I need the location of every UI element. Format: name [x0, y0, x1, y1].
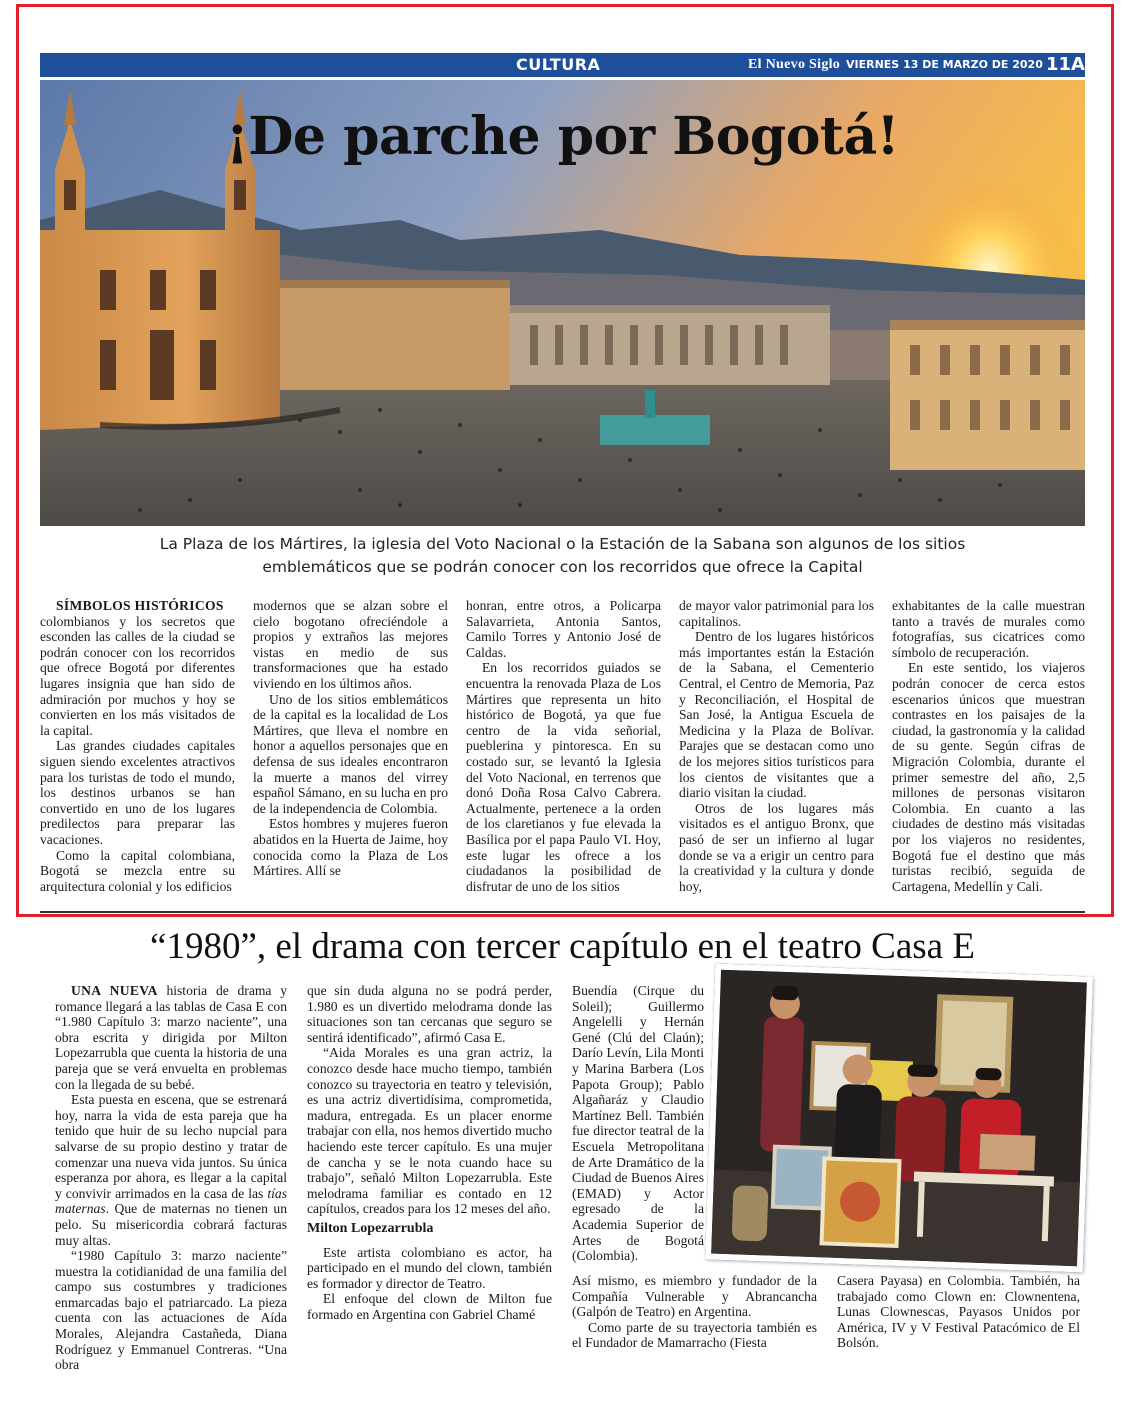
article-column-4: [679, 598, 874, 894]
article-paragraph: Este artista colombiano es actor, ha participado en el mundo del clown, también es formador y director de Teatro.: [307, 1244, 552, 1291]
article-paragraph: colombianos y los secretos que esconden las calles de la ciudad se podrán conocer con los recorridos que ofrece Bogotá por diferentes lugares insignia que han sido de admiración por muchos y hoy se convierten en los más visitados de la capital.: [40, 613, 235, 738]
second-headline: “1980”, el drama con tercer capítulo en el teatro Casa E: [150, 926, 975, 967]
photo-caption: [60, 533, 1065, 579]
newspaper-name: El Nuevo Siglo: [748, 57, 841, 72]
article-column-2: [253, 598, 448, 879]
section-header-bar: [40, 53, 1085, 77]
article-paragraph: Buendía (Cirque du Soleil); Guillermo Angelelli y Hernán Gené (Clú del Claún); Darío Levín, Lila Monti y Marina Barbera (Los Papota Group); Pablo Algañaráz y Claudio Martínez Bell. También fue director teatral de la Escuela Metropolitana de Arte Dramático de la Ciudad de Buenos Aires (EMAD) y Actor egresado de la Academia Superior de Artes de Bogotá (Colombia).: [572, 983, 704, 1264]
article-paragraph: . Que de maternas no tienen un pelo. Su misericordia cobrará facturas muy altas.: [55, 1201, 287, 1248]
article-lead-in: UNA NUEVA: [71, 983, 158, 998]
article-emphasis: tías maternas: [55, 1185, 287, 1217]
article-column-4: [837, 1273, 1080, 1351]
section-divider: [40, 911, 1085, 913]
article-paragraph: “1980 Capítulo 3: marzo naciente” muestra la cotidianidad de una familia del campo sus costumbres y tradiciones enmarcadas bajo el patriarcado. La pieza cuenta con las actuaciones de Aída Morales, Alejandra Castañeda, Diana Rodríguez y Emmanuel Contreras. “Una obra: [55, 1248, 287, 1373]
article-paragraph: Esta puesta en escena, que se estrenará hoy, narra la vida de esta pareja que ha tenido que huir de su lecho nupcial para salvarse de su propio destino y tratar de comenzar una nueva vida juntos. Su única esperanza por ahora, es llegar a la capital y convivir arrimados en la casa de las: [55, 1092, 287, 1201]
article-column-3-bottom: [572, 1273, 817, 1351]
article-paragraph: En los recorridos guiados se encuentra la renovada Plaza de Los Mártires que representa un hito histórico de Bogotá, ya que fue centro de la vida señorial, pueblerina y pintoresca. En su costado sur, se levantó la Iglesia del Voto Nacional, en terrenos que donó Doña Rosa Calvo Cabrera. Actualmente, pertenece a la orden de los claretianos y fue elevada la Basílica por el papa Paulo VI. Hoy, este lugar les ofrece a los ciudadanos la posibilidad de disfrutar de uno de los sitios: [466, 660, 661, 894]
caption-line-1: La Plaza de los Mártires, la iglesia del Voto Nacional o la Estación de la Sabana son algunos de los sitios: [159, 535, 966, 553]
article-paragraph: Casera Payasa) en Colombia. También, ha trabajado como Clown en: Clownentena, Lunas Clownescas, Payasos Unidos por América, IV y V Festival Patacómico de El Bolsón.: [837, 1273, 1080, 1351]
article-paragraph: Así mismo, es miembro y fundador de la Compañía Vulnerable y Abrancancha (Galpón de Teatro) en Argentina.: [572, 1273, 817, 1320]
article-paragraph: Dentro de los lugares históricos más importantes están la Estación de la Sabana, el Cementerio Central, el Centro de Memoria, Paz y Reconciliación, el Hospital de San José, la Antigua Escuela de Medicina y la Plaza de Bolívar. Parajes que se destacan como uno de los mejores sitios turísticos para los cientos de visitantes que a diario visitan la ciudad.: [679, 629, 874, 801]
article-column-3: [572, 983, 704, 1264]
article-paragraph: honran, entre otros, a Policarpa Salavarrieta, Antonia Santos, Camilo Torres y Antonio José de Caldas.: [466, 598, 661, 660]
page-number: 11A: [1046, 54, 1085, 75]
main-headline: ¡De parche por Bogotá!: [226, 106, 899, 167]
caption-line-2: emblemáticos que se podrán conocer con los recorridos que ofrece la Capital: [262, 558, 863, 576]
article-lead-in: SÍMBOLOS HISTÓRICOS: [56, 598, 224, 613]
article-paragraph: El enfoque del clown de Milton fue formado en Argentina con Gabriel Chamé: [307, 1291, 552, 1322]
article-paragraph: Otros de los lugares más visitados es el antiguo Bronx, que pasó de ser un infierno al lugar donde se va a erigir un centro para la creatividad y la cultura y donde hoy,: [679, 800, 874, 894]
article-column-5: [892, 598, 1085, 894]
article-subhead: Milton Lopezarrubla: [307, 1220, 434, 1236]
issue-date: VIERNES 13 DE MARZO DE 2020: [846, 58, 1043, 71]
cast-photo: [705, 963, 1093, 1272]
article-paragraph: Como la capital colombiana, Bogotá se mezcla entre su arquitectura colonial y los edificios: [40, 847, 235, 894]
article-paragraph: de mayor valor patrimonial para los capitalinos.: [679, 598, 874, 629]
cast-photo-illustration: [711, 970, 1087, 1267]
section-name: CULTURA: [516, 55, 601, 74]
article-paragraph: historia de drama y romance llegará a las tablas de Casa E con “1.980 Capítulo 3: marzo naciente”, una obra escrita y dirigida por Milton Lopezarrubla que cuenta la historia de una pareja que se verá envuelta en problemas con la llegada de su bebé.: [55, 983, 287, 1092]
article-column-2: [307, 983, 552, 1322]
article-paragraph: Uno de los sitios emblemáticos de la capital es la localidad de Los Mártires, que lleva el nombre en honor a aquellos personajes que en defensa de sus ideales encontraron la muerte a manos del virrey español Sámano, en su lucha en pro de la independencia de Colombia.: [253, 691, 448, 816]
article-paragraph: Las grandes ciudades capitales siguen siendo excelentes atractivos para los turistas de todo el mundo, los destinos urbanos se han convertido en uno de los lugares predilectos para preparar las vacaciones.: [40, 738, 235, 847]
article-paragraph: modernos que se alzan sobre el cielo bogotano ofreciéndole a propios y extraños las mejores vistas en medio de sus transformaciones que ha estado viviendo en los últimos años.: [253, 598, 448, 691]
article-paragraph: En este sentido, los viajeros podrán conocer de cerca estos escenarios únicos que muestran contrastes en los paisajes de la ciudad, la gastronomía y la calidad de su gente. Según cifras de Migración Colombia, durante el primer semestre del año, 2,5 millones de personas visitaron Colombia. En cuanto a las ciudades de destino más visitadas por los viajeros no residentes, Bogotá fue el destino que más turistas recibió, seguida de Cartagena, Medellín y Cali.: [892, 660, 1085, 894]
article-paragraph: “Aida Morales es una gran actriz, la conozco desde hace mucho tiempo, también conozco su trayectoria en teatro y televisión, es una actriz divertidísima, comprometida, madura, entregada. Es un placer enorme trabajar con ella, nos hemos divertido mucho haciendo este tercer capítulo. Es una mujer de cancha y se le nota cuando hace su trabajo”, señaló Milton Lopezarrubla. Este melodrama familiar es contado en 12 capítulos, creados para los 12 meses del año.: [307, 1045, 552, 1217]
article-paragraph: exhabitantes de la calle muestran tanto a través de murales como fotografías, sus cicatrices como símbolo de recuperación.: [892, 598, 1085, 660]
article-column-1: [55, 983, 287, 1373]
article-column-1: [40, 598, 235, 894]
plaza-photo: [40, 80, 1085, 526]
article-column-3: [466, 598, 661, 894]
article-paragraph: Como parte de su trayectoria también es el Fundador de Mamarracho (Fiesta: [572, 1319, 817, 1351]
article-paragraph: que sin duda alguna no se podrá perder, 1.980 es un divertido melodrama donde las situaciones son tan cercanas que seguro se sentirá identificado”, afirmó Casa E.: [307, 983, 552, 1045]
main-article-body: [40, 598, 1085, 904]
article-paragraph: Estos hombres y mujeres fueron abatidos en la Huerta de Jaime, hoy conocida como la Plaza de Los Mártires. Allí se: [253, 816, 448, 879]
